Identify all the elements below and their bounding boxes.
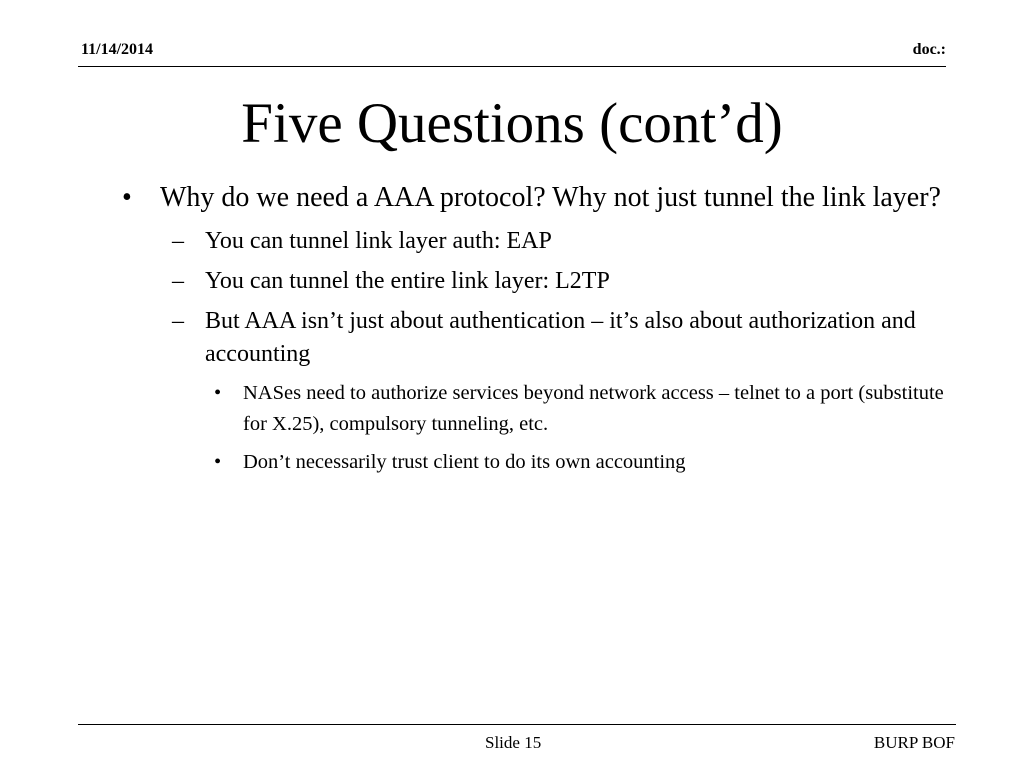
sub-bullet-text: But AAA isn’t just about authentication – it’s also about authorization and accounting (205, 308, 916, 367)
header-doc: doc.: (912, 41, 946, 58)
sub-bullet-item (115, 305, 965, 371)
sub-sub-bullet-text: NASes need to authorize services beyond network access – telnet to a port (substitute for X.25), compulsory tunneling, etc. (243, 382, 944, 435)
slide-title: Five Questions (cont’d) (241, 92, 783, 155)
bullet-list (115, 179, 965, 478)
sub-bullet-text: You can tunnel link layer auth: EAP (205, 228, 552, 254)
sub-bullet-item (115, 265, 965, 298)
bullet-item (115, 179, 965, 217)
bullet-dot-icon: • (214, 382, 222, 404)
bullet-dot-icon: • (122, 182, 132, 213)
sub-sub-bullet-item (115, 378, 965, 440)
bullet-text: Why do we need a AAA protocol? Why not just tunnel the link layer? (160, 182, 941, 213)
dash-icon: – (172, 228, 184, 254)
sub-sub-bullet-text: Don’t necessarily trust client to do its own accounting (243, 451, 686, 473)
footer-rule (78, 724, 956, 725)
sub-sub-bullet-item (115, 447, 965, 478)
sub-bullet-item (115, 225, 965, 258)
dash-icon: – (172, 308, 184, 334)
footer-label: BURP BOF (873, 733, 955, 752)
bullet-dot-icon: • (214, 451, 222, 473)
slide-number: Slide 15 (485, 733, 542, 752)
sub-bullet-text: You can tunnel the entire link layer: L2TP (205, 268, 610, 294)
header-date: 11/14/2014 (81, 41, 154, 58)
header-rule (78, 66, 946, 67)
dash-icon: – (172, 268, 184, 294)
